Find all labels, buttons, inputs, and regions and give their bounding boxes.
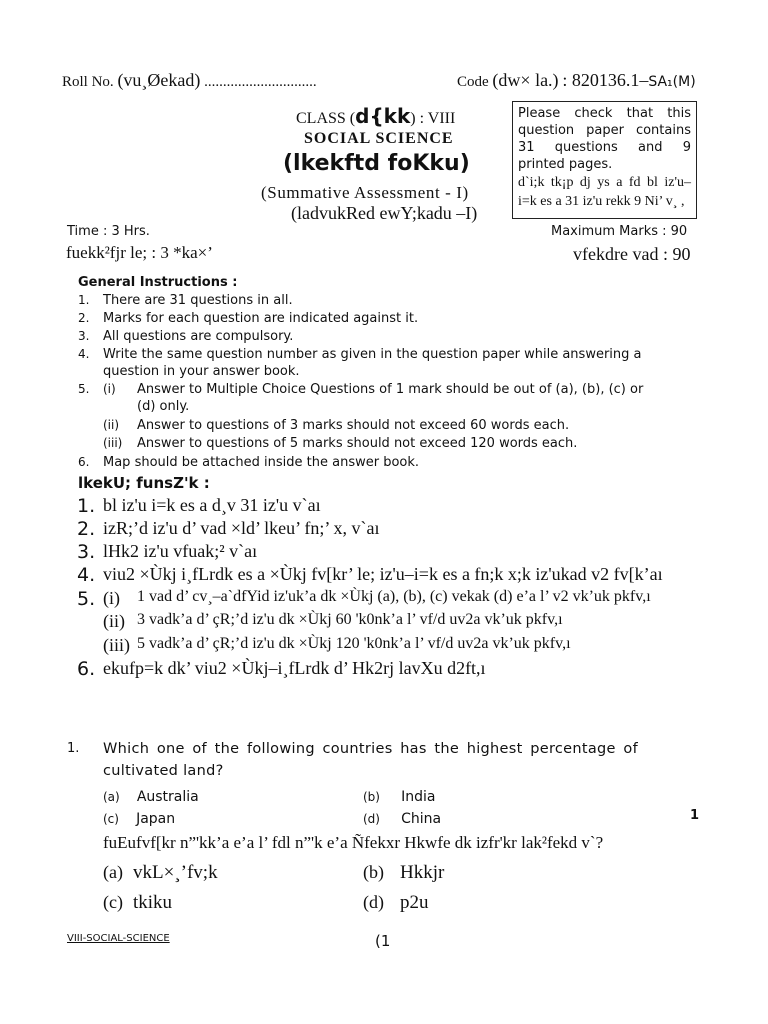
option-a	[103, 786, 199, 805]
option-label: (c)	[103, 812, 119, 826]
instruction-sub-number: (ii)	[103, 418, 120, 432]
instruction-text: bl iz'u i=k es a d¸v 31 iz'u v`aı	[103, 495, 321, 515]
code-suffix: SA₁(M)	[648, 74, 696, 90]
class-line	[296, 104, 455, 128]
option-label: (a)	[103, 790, 120, 804]
roll-dots: ..............................	[204, 74, 317, 90]
code-value: : 820136.1–	[562, 70, 649, 90]
hindi-option-a	[103, 862, 218, 884]
maximum-marks-hindi: vfekdre vad : 90	[573, 244, 691, 264]
instruction-number: 6.	[78, 455, 90, 469]
instruction-text: Marks for each question are indicated against it.	[103, 311, 419, 326]
option-text: p2u	[400, 892, 429, 913]
instruction-text: (d) only.	[137, 399, 190, 414]
check-pages-english: Please check that this question paper contains 31 questions and 9 printed pages.	[518, 106, 691, 172]
instruction-number: 2.	[77, 518, 96, 540]
hindi-option-d	[363, 892, 429, 914]
instruction-text: question in your answer book.	[103, 364, 300, 379]
instruction-sub-number: (ii)	[103, 611, 125, 631]
instruction-text: 5 vadk’a d’ çR;’d iz'u dk ×Ùkj 120 'k0nk’a l’ vf/d uv2a vk’uk pkfv,ı	[137, 635, 571, 652]
instruction-text: Map should be attached inside the answer book.	[103, 455, 420, 470]
roll-number-line	[62, 70, 317, 91]
option-text: Australia	[136, 789, 199, 805]
option-label: (a)	[103, 862, 123, 882]
option-text: China	[401, 811, 442, 827]
question-number: 1.	[67, 741, 80, 756]
question-text: Which one of the following countries has the highest percentage of cultivated land?	[103, 741, 638, 779]
instruction-number: 5.	[78, 382, 90, 396]
code-label: Code	[457, 74, 489, 90]
subject-title-hindi: (lkekftd foKku)	[283, 151, 470, 176]
instruction-number: 3.	[78, 329, 90, 343]
page-number: (1	[375, 932, 391, 950]
subject-title: SOCIAL SCIENCE	[304, 130, 454, 147]
class-hindi: d{kk	[355, 104, 411, 128]
class-close: ) : VIII	[410, 110, 456, 127]
option-label: (b)	[363, 790, 380, 804]
assessment-title: (Summative Assessment - I)	[261, 183, 469, 202]
instruction-text: 3 vadk’a d’ çR;’d iz'u dk ×Ùkj 60 'k0nk’a l’ vf/d uv2a vk’uk pkfv,ı	[137, 611, 563, 628]
time-allowed-hindi: fuekk²fjr le; : 3 *ka×’	[66, 243, 213, 262]
instruction-sub-number: (i)	[103, 588, 120, 608]
option-label: (d)	[363, 812, 380, 826]
instruction-number: 1.	[78, 293, 90, 307]
instruction-number: 1.	[77, 495, 96, 517]
instruction-text: 1 vad d’ cv¸–a`dfYid iz'uk’a dk ×Ùkj (a), (b), (c) vekak (d) e’a l’ v2 vk’uk pkfv,ı	[137, 588, 651, 605]
paper-code-line	[457, 70, 696, 91]
option-text: Japan	[136, 811, 176, 827]
hindi-option-c	[103, 892, 172, 914]
hindi-instructions-title: lkekU; funsZ'k :	[78, 474, 210, 492]
instruction-number: 3.	[77, 541, 96, 563]
option-label: (c)	[103, 892, 123, 912]
check-pages-box	[512, 101, 697, 219]
option-text: tkiku	[132, 892, 173, 913]
question-text-hindi: fuEufvf[kr n”'kk’a e’a l’ fdl n”'k e’a Ñfekxr Hkwfe dk izfr'kr lak²fekd v`?	[103, 833, 604, 852]
class-open: CLASS (	[296, 110, 356, 127]
instruction-number: 2.	[78, 311, 90, 325]
roll-label-hindi: (vu¸Øekad)	[117, 70, 201, 90]
instruction-sub-number: (iii)	[103, 436, 123, 450]
option-b	[363, 786, 435, 805]
option-text: vkL×¸’fv;k	[132, 862, 218, 883]
instruction-number: 4.	[78, 347, 90, 361]
instruction-text: Write the same question number as given in the question paper while answering a	[103, 347, 642, 362]
check-pages-hindi: d`i;k tk¡p dj ys a fd bl iz'u– i=k es a 31 iz'u rekk 9 Ni’ v¸ ,	[518, 175, 691, 209]
instruction-text: ekufp=k dk’ viu2 ×Ùkj–i¸fLrdk d’ Hk2rj lavXu d2ft,ı	[103, 658, 486, 678]
general-instructions-title: General Instructions :	[78, 275, 238, 290]
footer-subject-code: VIII-SOCIAL-SCIENCE	[67, 933, 170, 944]
instruction-text: There are 31 questions in all.	[103, 293, 293, 308]
instruction-text: viu2 ×Ùkj i¸fLrdk es a ×Ùkj fv[kr’ le; iz'u–i=k es a fn;k x;k iz'ukad v2 fv[k’aı	[103, 564, 663, 584]
instruction-text: Answer to questions of 5 marks should not exceed 120 words each.	[137, 436, 578, 451]
hindi-option-b	[363, 862, 444, 884]
instruction-number: 4.	[77, 564, 96, 586]
maximum-marks: Maximum Marks : 90	[551, 224, 688, 239]
instruction-text: lHk2 iz'u vfuak;² v`aı	[103, 541, 258, 561]
code-label-hindi: (dw× la.)	[492, 70, 559, 90]
instruction-sub-number: (i)	[103, 382, 116, 396]
instruction-sub-number: (iii)	[103, 635, 130, 655]
option-label: (b)	[363, 862, 384, 882]
instruction-number: 6.	[77, 658, 96, 680]
instruction-text: izR;’d iz'u d’ vad ×ld’ lkeu’ fn;’ x, v`aı	[103, 518, 380, 538]
option-label: (d)	[363, 892, 384, 912]
instruction-text: Answer to Multiple Choice Questions of 1 mark should be out of (a), (b), (c) or	[137, 382, 644, 397]
question-marks: 1	[690, 808, 700, 823]
roll-label: Roll No.	[62, 74, 114, 90]
option-text: India	[401, 789, 436, 805]
option-d	[363, 808, 441, 827]
instruction-text: Answer to questions of 3 marks should not exceed 60 words each.	[137, 418, 570, 433]
assessment-title-hindi: (ladvukRed ewY;kadu –I)	[291, 203, 478, 223]
instruction-text: All questions are compulsory.	[103, 329, 294, 344]
instruction-number: 5.	[77, 588, 96, 610]
time-allowed: Time : 3 Hrs.	[67, 224, 150, 239]
option-c	[103, 808, 175, 827]
option-text: Hkkjr	[400, 862, 445, 883]
